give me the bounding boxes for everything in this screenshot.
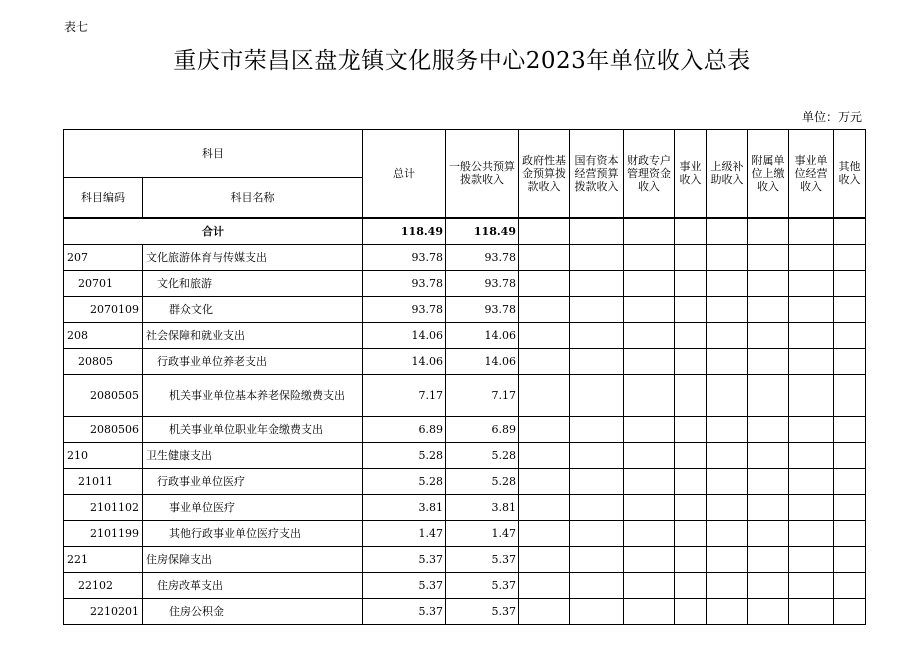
empty-cell xyxy=(675,271,707,297)
row-code: 2101199 xyxy=(64,521,143,547)
empty-cell xyxy=(748,547,789,573)
header-subject: 科目 xyxy=(64,130,363,178)
empty-cell xyxy=(834,271,866,297)
empty-cell xyxy=(624,495,675,521)
row-total: 14.06 xyxy=(363,323,446,349)
row-general: 6.89 xyxy=(446,417,519,443)
row-code: 21011 xyxy=(64,469,143,495)
row-name: 社会保障和就业支出 xyxy=(143,323,363,349)
unit-label: 单位：万元 xyxy=(801,110,862,124)
table-row xyxy=(64,599,866,625)
row-name: 机关事业单位职业年金缴费支出 xyxy=(143,417,363,443)
row-general: 5.37 xyxy=(446,547,519,573)
row-code: 2070109 xyxy=(64,297,143,323)
empty-cell xyxy=(789,417,834,443)
empty-cell xyxy=(570,599,624,625)
empty-cell xyxy=(570,271,624,297)
empty-cell xyxy=(748,323,789,349)
empty-cell xyxy=(519,375,570,417)
empty-cell xyxy=(707,573,748,599)
empty-cell xyxy=(624,521,675,547)
empty-cell xyxy=(624,375,675,417)
empty-cell xyxy=(624,547,675,573)
row-name: 住房保障支出 xyxy=(143,547,363,573)
table-row xyxy=(64,417,866,443)
row-code: 2210201 xyxy=(64,599,143,625)
empty-cell xyxy=(624,417,675,443)
empty-cell xyxy=(789,573,834,599)
table-row xyxy=(64,349,866,375)
empty-cell xyxy=(748,521,789,547)
income-summary-table xyxy=(63,129,866,625)
empty-cell xyxy=(570,469,624,495)
empty-cell xyxy=(834,375,866,417)
empty-cell xyxy=(675,469,707,495)
empty-cell xyxy=(570,375,624,417)
empty-cell xyxy=(570,443,624,469)
row-name: 群众文化 xyxy=(143,297,363,323)
header-subject-code: 科目编码 xyxy=(64,178,143,218)
empty-cell xyxy=(707,521,748,547)
row-general: 1.47 xyxy=(446,521,519,547)
row-total: 93.78 xyxy=(363,271,446,297)
header-superior-subsidy: 上级补助收入 xyxy=(707,130,748,218)
empty-cell xyxy=(675,495,707,521)
empty-cell xyxy=(789,349,834,375)
empty-cell xyxy=(519,417,570,443)
empty-cell xyxy=(748,375,789,417)
row-code: 20701 xyxy=(64,271,143,297)
empty-cell xyxy=(519,521,570,547)
empty-cell xyxy=(707,218,748,245)
row-general: 93.78 xyxy=(446,245,519,271)
empty-cell xyxy=(789,547,834,573)
empty-cell xyxy=(519,469,570,495)
row-name: 文化旅游体育与传媒支出 xyxy=(143,245,363,271)
row-name: 卫生健康支出 xyxy=(143,443,363,469)
empty-cell xyxy=(675,245,707,271)
row-code: 20805 xyxy=(64,349,143,375)
empty-cell xyxy=(748,599,789,625)
header-affiliated: 附属单位上缴收入 xyxy=(748,130,789,218)
empty-cell xyxy=(624,245,675,271)
empty-cell xyxy=(748,417,789,443)
empty-cell xyxy=(707,245,748,271)
row-name: 机关事业单位基本养老保险缴费支出 xyxy=(143,375,363,417)
row-code: 210 xyxy=(64,443,143,469)
empty-cell xyxy=(675,443,707,469)
empty-cell xyxy=(748,469,789,495)
total-row-general: 118.49 xyxy=(446,218,519,245)
row-name: 事业单位医疗 xyxy=(143,495,363,521)
table-row xyxy=(64,375,866,417)
row-general: 5.28 xyxy=(446,443,519,469)
empty-cell xyxy=(675,521,707,547)
row-general: 93.78 xyxy=(446,297,519,323)
row-name: 行政事业单位医疗 xyxy=(143,469,363,495)
empty-cell xyxy=(519,495,570,521)
header-fiscal-special: 财政专户管理资金收入 xyxy=(624,130,675,218)
page-title: 重庆市荣昌区盘龙镇文化服务中心2023年单位收入总表 xyxy=(173,48,751,74)
empty-cell xyxy=(519,271,570,297)
table-row xyxy=(64,245,866,271)
row-general: 5.28 xyxy=(446,469,519,495)
empty-cell xyxy=(624,349,675,375)
empty-cell xyxy=(707,271,748,297)
empty-cell xyxy=(748,495,789,521)
table-row xyxy=(64,469,866,495)
empty-cell xyxy=(519,323,570,349)
empty-cell xyxy=(624,573,675,599)
row-total: 6.89 xyxy=(363,417,446,443)
row-total: 93.78 xyxy=(363,297,446,323)
row-total: 1.47 xyxy=(363,521,446,547)
table-number-label: 表七 xyxy=(64,20,89,34)
empty-cell xyxy=(834,218,866,245)
row-total: 5.28 xyxy=(363,469,446,495)
empty-cell xyxy=(624,443,675,469)
row-general: 93.78 xyxy=(446,271,519,297)
header-state-capital: 国有资本经营预算拨款收入 xyxy=(570,130,624,218)
empty-cell xyxy=(519,349,570,375)
empty-cell xyxy=(707,417,748,443)
row-code: 2080506 xyxy=(64,417,143,443)
empty-cell xyxy=(789,375,834,417)
empty-cell xyxy=(789,245,834,271)
table-row xyxy=(64,547,866,573)
table-row xyxy=(64,521,866,547)
empty-cell xyxy=(624,599,675,625)
empty-cell xyxy=(834,495,866,521)
empty-cell xyxy=(748,271,789,297)
empty-cell xyxy=(519,547,570,573)
table-row xyxy=(64,573,866,599)
empty-cell xyxy=(834,297,866,323)
row-general: 14.06 xyxy=(446,323,519,349)
empty-cell xyxy=(624,297,675,323)
empty-cell xyxy=(675,218,707,245)
empty-cell xyxy=(834,245,866,271)
row-code: 207 xyxy=(64,245,143,271)
empty-cell xyxy=(834,469,866,495)
empty-cell xyxy=(519,297,570,323)
row-name: 文化和旅游 xyxy=(143,271,363,297)
empty-cell xyxy=(675,323,707,349)
row-code: 22102 xyxy=(64,573,143,599)
row-general: 3.81 xyxy=(446,495,519,521)
row-general: 14.06 xyxy=(446,349,519,375)
empty-cell xyxy=(570,573,624,599)
header-general-budget: 一般公共预算拨款收入 xyxy=(446,130,519,218)
empty-cell xyxy=(834,323,866,349)
row-name: 住房公积金 xyxy=(143,599,363,625)
row-total: 7.17 xyxy=(363,375,446,417)
row-code: 221 xyxy=(64,547,143,573)
table-row xyxy=(64,495,866,521)
empty-cell xyxy=(675,349,707,375)
header-gov-fund: 政府性基金预算拨款收入 xyxy=(519,130,570,218)
empty-cell xyxy=(570,417,624,443)
row-total: 5.37 xyxy=(363,599,446,625)
empty-cell xyxy=(570,297,624,323)
row-total: 5.37 xyxy=(363,547,446,573)
empty-cell xyxy=(707,469,748,495)
empty-cell xyxy=(675,599,707,625)
empty-cell xyxy=(707,599,748,625)
empty-cell xyxy=(748,297,789,323)
empty-cell xyxy=(707,323,748,349)
total-row-total: 118.49 xyxy=(363,218,446,245)
header-total: 总计 xyxy=(363,130,446,218)
empty-cell xyxy=(570,521,624,547)
header-subject-name: 科目名称 xyxy=(143,178,363,218)
empty-cell xyxy=(624,469,675,495)
empty-cell xyxy=(834,573,866,599)
empty-cell xyxy=(707,375,748,417)
empty-cell xyxy=(675,573,707,599)
empty-cell xyxy=(748,245,789,271)
table-row xyxy=(64,323,866,349)
empty-cell xyxy=(519,599,570,625)
empty-cell xyxy=(707,349,748,375)
empty-cell xyxy=(570,218,624,245)
row-name: 行政事业单位养老支出 xyxy=(143,349,363,375)
row-total: 3.81 xyxy=(363,495,446,521)
row-code: 2101102 xyxy=(64,495,143,521)
row-total: 5.28 xyxy=(363,443,446,469)
table-row xyxy=(64,297,866,323)
row-code: 208 xyxy=(64,323,143,349)
empty-cell xyxy=(707,495,748,521)
empty-cell xyxy=(570,349,624,375)
empty-cell xyxy=(570,547,624,573)
empty-cell xyxy=(789,323,834,349)
total-row-label: 合计 xyxy=(64,218,363,245)
empty-cell xyxy=(748,443,789,469)
empty-cell xyxy=(789,599,834,625)
row-total: 5.37 xyxy=(363,573,446,599)
empty-cell xyxy=(570,245,624,271)
row-general: 7.17 xyxy=(446,375,519,417)
empty-cell xyxy=(707,443,748,469)
empty-cell xyxy=(834,599,866,625)
row-total: 14.06 xyxy=(363,349,446,375)
empty-cell xyxy=(707,297,748,323)
empty-cell xyxy=(748,218,789,245)
empty-cell xyxy=(519,443,570,469)
empty-cell xyxy=(519,573,570,599)
header-business-operation: 事业单位经营收入 xyxy=(789,130,834,218)
empty-cell xyxy=(570,323,624,349)
empty-cell xyxy=(707,547,748,573)
empty-cell xyxy=(624,271,675,297)
row-code: 2080505 xyxy=(64,375,143,417)
row-general: 5.37 xyxy=(446,599,519,625)
empty-cell xyxy=(675,417,707,443)
empty-cell xyxy=(675,375,707,417)
empty-cell xyxy=(834,349,866,375)
empty-cell xyxy=(834,521,866,547)
row-total: 93.78 xyxy=(363,245,446,271)
empty-cell xyxy=(789,271,834,297)
empty-cell xyxy=(624,218,675,245)
empty-cell xyxy=(789,218,834,245)
table-row xyxy=(64,271,866,297)
empty-cell xyxy=(789,521,834,547)
empty-cell xyxy=(834,547,866,573)
empty-cell xyxy=(789,469,834,495)
row-general: 5.37 xyxy=(446,573,519,599)
empty-cell xyxy=(675,297,707,323)
table-row xyxy=(64,443,866,469)
header-business: 事业收入 xyxy=(675,130,707,218)
empty-cell xyxy=(519,245,570,271)
header-other: 其他收入 xyxy=(834,130,866,218)
empty-cell xyxy=(748,573,789,599)
empty-cell xyxy=(834,443,866,469)
empty-cell xyxy=(834,417,866,443)
row-name: 其他行政事业单位医疗支出 xyxy=(143,521,363,547)
empty-cell xyxy=(675,547,707,573)
empty-cell xyxy=(570,495,624,521)
empty-cell xyxy=(748,349,789,375)
empty-cell xyxy=(789,443,834,469)
empty-cell xyxy=(624,323,675,349)
empty-cell xyxy=(519,218,570,245)
empty-cell xyxy=(789,495,834,521)
row-name: 住房改革支出 xyxy=(143,573,363,599)
empty-cell xyxy=(789,297,834,323)
